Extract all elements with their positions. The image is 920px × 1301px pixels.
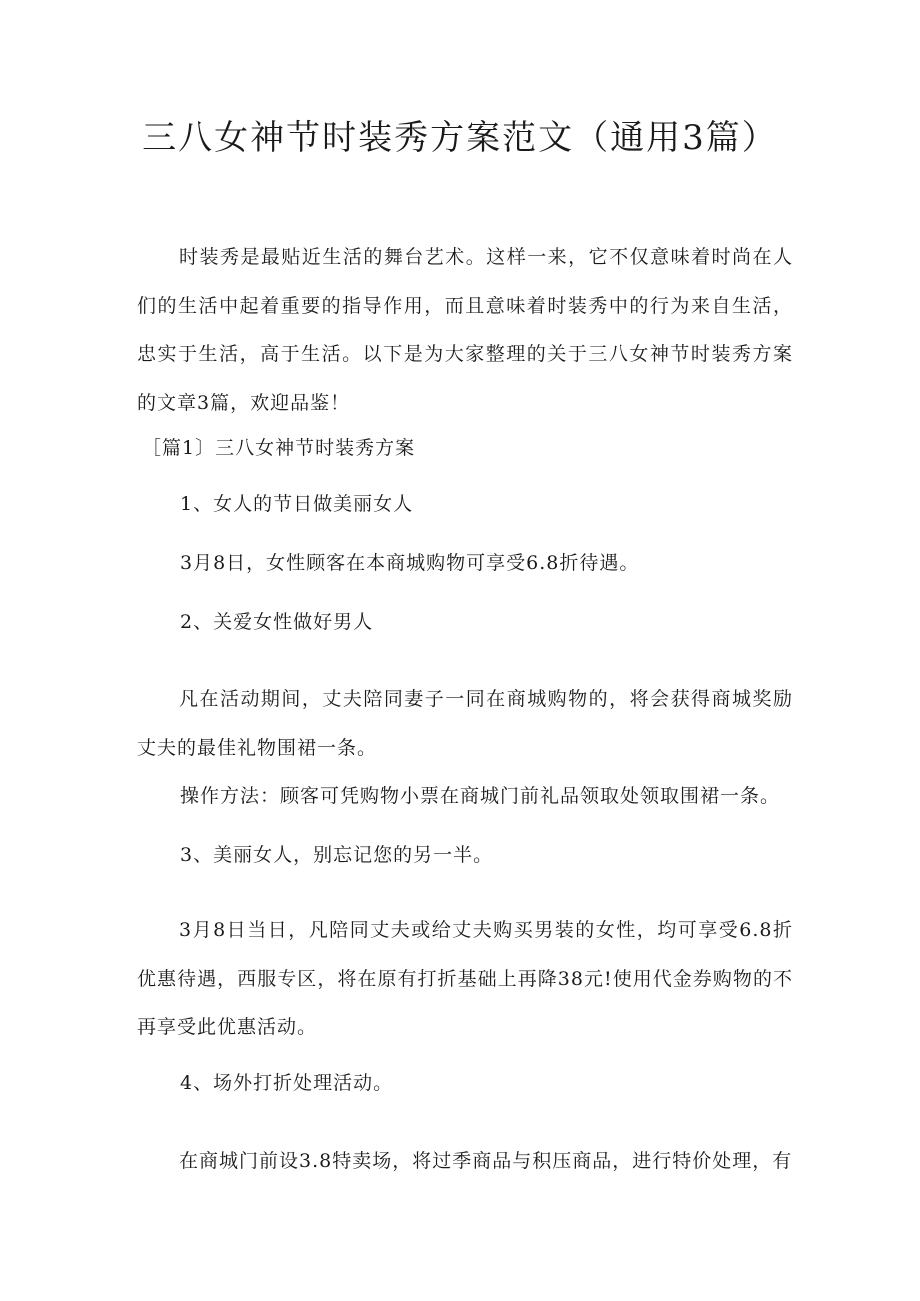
item-1-heading: 1、女人的节日做美丽女人	[180, 493, 414, 515]
item-2-text: 凡在活动期间，丈夫陪同妻子一同在商城购物的，将会获得商城奖励丈夫的最佳礼物围裙一条。	[137, 688, 793, 759]
intro-paragraph: 时装秀是最贴近生活的舞台艺术。这样一来，它不仅意味着时尚在人们的生活中起着重要的指导作用，而且意味着时装秀中的行为来自生活，忠实于生活，高于生活。以下是为大家整理的关于三八女神节时装秀方案的文章3篇，欢迎品鉴！	[137, 246, 793, 414]
item-3-heading: 3、美丽女人，别忘记您的另一半。	[180, 844, 494, 866]
section-heading: ［篇1〕三八女神节时装秀方案	[142, 437, 416, 459]
document-title: 三八女神节时装秀方案范文（通用3篇）	[142, 118, 778, 158]
item-1-text: 3月8日，女性顾客在本商城购物可享受6.8折待遇。	[180, 552, 640, 574]
item-3-text: 3月8日当日，凡陪同丈夫或给丈夫购买男装的女性，均可享受6.8折优惠待遇，西服专区，将在原有打折基础上再降38元!使用代金券购物的不再享受此优惠活动。	[137, 919, 793, 1038]
item-2-heading: 2、关爱女性做好男人	[180, 611, 374, 633]
item-4-heading: 4、场外打折处理活动。	[180, 1072, 394, 1094]
item-2-method: 操作方法：顾客可凭购物小票在商城门前礼品领取处领取围裙一条。	[180, 785, 781, 807]
item-4-text: 在商城门前设3.8特卖场，将过季商品与积压商品，进行特价处理，有	[179, 1150, 793, 1172]
